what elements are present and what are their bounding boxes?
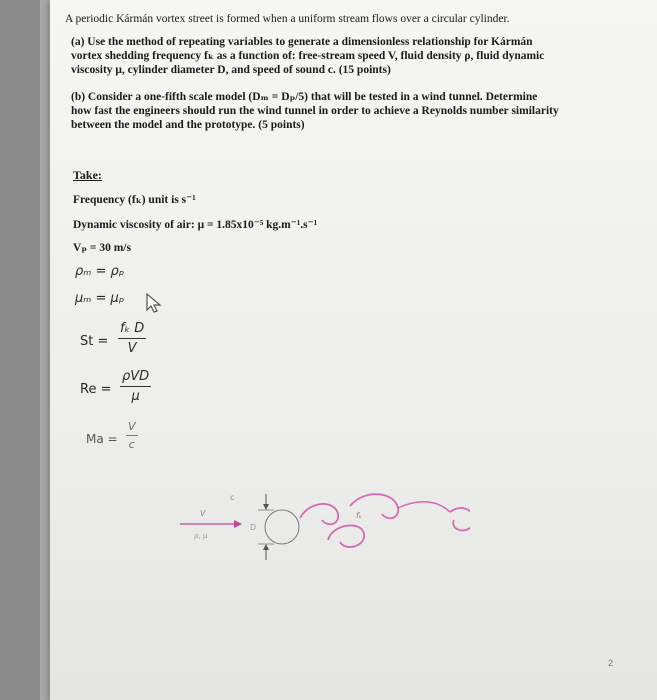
part-b-line-3: between the model and the prototype. (5 points) [71, 119, 305, 131]
vortex-lower-1 [328, 525, 364, 547]
strouhal-lhs: St = [80, 334, 109, 349]
strouhal-denominator: V [127, 341, 137, 356]
take-viscosity: Dynamic viscosity of air: μ = 1.85x10⁻⁵ kg.m⁻¹.s⁻¹ [73, 219, 318, 231]
bottom-dimension-arrow-icon [263, 544, 269, 550]
part-a-line-3: viscosity μ, cylinder diameter D, and speed of sound c. (15 points) [71, 64, 391, 76]
shedding-frequency-label: fₖ [356, 511, 363, 520]
document-page [50, 0, 657, 700]
reynolds-denominator: μ [131, 389, 140, 404]
velocity-label: V [200, 509, 206, 518]
page-number: 2 [608, 658, 614, 668]
vortex-tail [450, 508, 470, 530]
take-heading: Take: [73, 168, 102, 182]
cylinder-circle [265, 510, 299, 544]
vortex-connector [398, 502, 450, 512]
part-b-line-2: how fast the engineers should run the wind tunnel in order to achieve a Reynolds number similarity [71, 105, 559, 117]
strouhal-numerator: fₖ D [120, 321, 145, 336]
mach-fraction [126, 420, 138, 451]
reynolds-fraction [120, 369, 151, 404]
diameter-label: D [250, 523, 257, 532]
viscosity-equality: μₘ = μₚ [75, 291, 125, 306]
reynolds-numerator: ρVD [122, 369, 150, 384]
vortex-sketch [170, 470, 470, 580]
fraction-bar [120, 386, 151, 387]
top-dimension-arrow-icon [263, 504, 269, 510]
strouhal-fraction [118, 321, 146, 356]
fraction-bar [118, 338, 146, 339]
speed-of-sound-label: c [230, 493, 235, 502]
binder-strip [40, 0, 50, 700]
part-a-line-1: (a) Use the method of repeating variables to generate a dimensionless relationship for Kármán [71, 36, 533, 48]
part-b-line-1: (b) Consider a one-fifth scale model (Dₘ = Dₚ/5) that will be tested in a wind tunnel. Determine [71, 91, 538, 103]
mach-lhs: Ma = [86, 432, 118, 446]
take-frequency: Frequency (fₖ) unit is s⁻¹ [73, 194, 196, 206]
fraction-bar [126, 435, 138, 436]
fluid-properties-label: ρ, μ [194, 532, 208, 540]
problem-intro: A periodic Kármán vortex street is formed when a uniform stream flows over a circular cylinder. [65, 13, 510, 25]
take-velocity: Vₚ = 30 m/s [73, 242, 131, 254]
mach-denominator: c [128, 438, 135, 451]
vortex-upper-1 [300, 504, 338, 524]
part-a-line-2: vortex shedding frequency fₖ as a function of: free-stream speed V, fluid density ρ, fluid dynamic [71, 50, 545, 62]
mach-numerator: V [128, 420, 136, 433]
flow-arrowhead-icon [234, 520, 242, 528]
reynolds-lhs: Re = [80, 382, 112, 397]
cursor-arrow-icon [145, 292, 163, 314]
density-equality: ρₘ = ρₚ [75, 264, 125, 279]
